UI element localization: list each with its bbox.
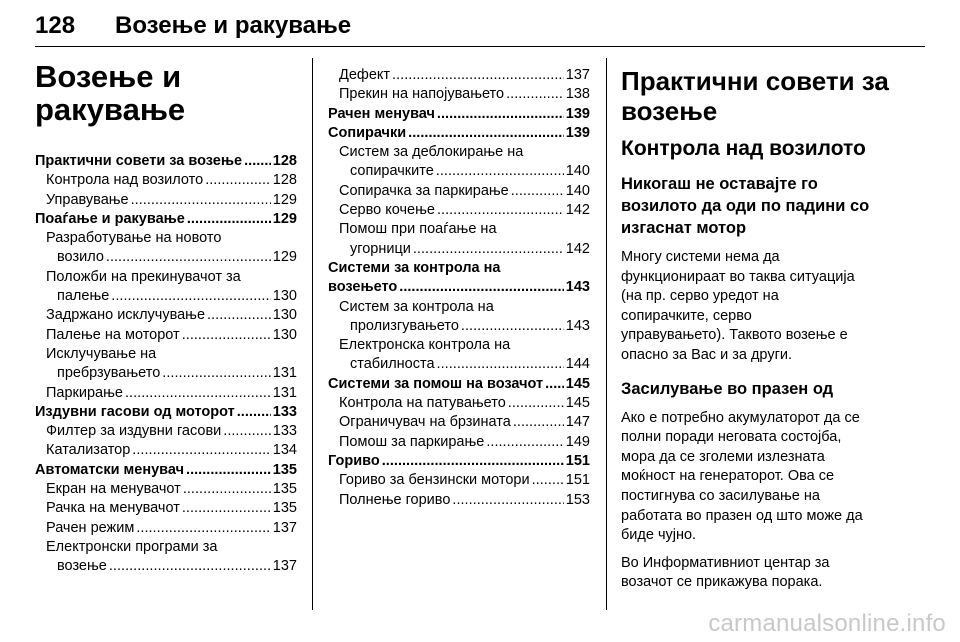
toc-entry-text: Филтер за издувни гасови: [46, 423, 222, 440]
toc-entry[interactable]: [328, 355, 590, 374]
toc-page-number: 142: [565, 202, 590, 219]
dot-leader: [131, 191, 271, 210]
toc-entry-text: угорници: [350, 240, 411, 257]
toc-entry-text: Дефект: [339, 67, 391, 83]
toc-entry[interactable]: [35, 248, 297, 267]
text-line: постигнува со засилување на: [621, 487, 820, 504]
toc-page-number: 135: [272, 461, 297, 478]
toc-entry[interactable]: [328, 452, 590, 471]
toc-entry-label: Положби на прекинувачот за: [46, 268, 241, 285]
toc-entry-label: Системи за контрола на: [328, 259, 501, 276]
dot-leader: [437, 201, 564, 220]
dot-leader: [183, 480, 271, 499]
dot-leader: [513, 413, 564, 432]
header-rule: [35, 46, 925, 47]
toc-entry-text: Управување: [46, 191, 129, 208]
column-divider-1: [312, 58, 313, 610]
toc-column-2: [328, 66, 590, 510]
text-line: (на пр. серво уредот на: [621, 288, 779, 305]
toc-entry-text: Екран на менувачот: [46, 481, 181, 498]
toc-page-number: 140: [565, 163, 590, 180]
toc-entry-text: палење: [57, 288, 110, 305]
toc-entry-label: Електронски програми за: [46, 538, 218, 555]
dot-leader: [382, 452, 564, 471]
toc-page-number: 137: [272, 558, 297, 575]
toc-entry[interactable]: [35, 422, 297, 441]
text-line: управувањето). Таквото возење е: [621, 327, 848, 344]
dot-leader: [506, 85, 564, 104]
toc-page-number: 135: [272, 481, 297, 498]
toc-entry[interactable]: [35, 499, 297, 518]
toc-entry-text: Задржано исклучување: [46, 307, 206, 324]
toc-entry[interactable]: [328, 317, 590, 336]
dot-leader: [392, 66, 564, 85]
toc-entry[interactable]: [35, 210, 297, 229]
toc-entry[interactable]: [328, 182, 590, 201]
toc-entry[interactable]: [328, 240, 590, 259]
toc-entry-text: Палење на моторот: [46, 326, 180, 343]
dot-leader: [436, 162, 564, 181]
toc-page-number: 143: [565, 279, 590, 296]
toc-page-number: 130: [272, 326, 297, 343]
toc-page-number: 131: [272, 365, 297, 382]
toc-entry-text: Рачка на менувачот: [46, 500, 180, 517]
toc-entry[interactable]: [328, 162, 590, 181]
column-divider-2: [606, 58, 607, 610]
toc-page-number: 142: [565, 240, 590, 257]
toc-entry[interactable]: [35, 461, 297, 480]
text-line: Во Информативниот центар за: [621, 554, 830, 571]
toc-page-number: 133: [272, 423, 297, 440]
toc-entry[interactable]: [328, 201, 590, 220]
dot-leader: [109, 557, 271, 576]
toc-page-number: 151: [565, 452, 590, 469]
toc-entry-text: Рачен режим: [46, 519, 135, 536]
toc-page-number: 129: [272, 249, 297, 266]
text-line: опасно за Вас и за други.: [621, 346, 792, 363]
dot-leader: [136, 519, 270, 538]
toc-entry-label: Помош при поаѓање на: [339, 221, 497, 238]
toc-entry-text: Издувни гасови од моторот: [35, 403, 235, 420]
toc-entry-text: сопирачките: [350, 163, 434, 180]
text-line: возачот се прикажува порака.: [621, 574, 823, 591]
toc-page-number: 129: [272, 191, 297, 208]
dot-leader: [111, 287, 271, 306]
text-line: полни поради неговата состојба,: [621, 429, 842, 446]
dot-leader: [461, 317, 564, 336]
running-title: Возење и ракување: [115, 12, 352, 39]
toc-entry-text: Гориво за бензински мотори: [339, 472, 530, 489]
body-title-line: возење: [621, 96, 718, 126]
dot-leader: [106, 248, 271, 267]
toc-entry-text: пребрзувањето: [57, 365, 161, 382]
dot-leader: [186, 461, 271, 480]
toc-page-number: 137: [272, 519, 297, 536]
dot-leader: [399, 278, 564, 297]
toc-page-number: 135: [272, 500, 297, 517]
toc-entry-text: Системи за помош на возачот: [328, 375, 544, 392]
toc-entry-text: Контрола над возилото: [46, 172, 204, 189]
toc-entry-text: Автоматски менувач: [35, 461, 185, 478]
toc-page-number: 128: [272, 172, 297, 189]
toc-page-number: 145: [565, 395, 590, 412]
page-header: [35, 12, 925, 46]
toc-page-number: 131: [272, 384, 297, 401]
toc-entry[interactable]: [328, 85, 590, 104]
toc-entry[interactable]: [328, 491, 590, 510]
toc-column-1: [35, 60, 297, 577]
text-line: работата во празен од што може да: [621, 507, 863, 524]
toc-page-number: 130: [272, 288, 297, 305]
dot-leader: [182, 499, 271, 518]
toc-entry-text: возењето: [328, 279, 398, 296]
toc-page-number: 147: [565, 414, 590, 431]
text-line: Ако е потребно акумулаторот да се: [621, 409, 860, 426]
toc-entry[interactable]: [328, 66, 590, 85]
watermark: carmanualsonline.info: [708, 610, 946, 637]
text-line: моќност на генераторот. Ова се: [621, 468, 835, 485]
toc-entry-label: Систем за контрола на: [339, 298, 494, 315]
toc-page-number: 151: [565, 472, 590, 489]
toc-entry[interactable]: [328, 471, 590, 490]
toc-page-number: 134: [272, 442, 297, 459]
dot-leader: [207, 306, 271, 325]
toc-entry-text: Помош за паркирање: [339, 433, 485, 450]
dot-leader: [452, 491, 563, 510]
toc-entry-text: Гориво: [328, 452, 380, 469]
body-title: [621, 66, 921, 126]
toc-page-number: 133: [272, 403, 297, 420]
dot-leader: [187, 210, 271, 229]
toc-page-number: 145: [565, 375, 590, 392]
toc-page-number: 153: [565, 491, 590, 508]
toc-list-2: [328, 66, 590, 510]
toc-entry[interactable]: [328, 413, 590, 432]
dot-leader: [132, 441, 271, 460]
dot-leader: [244, 152, 271, 171]
dot-leader: [545, 375, 564, 394]
chapter-title-line: ракување: [35, 92, 186, 127]
toc-entry[interactable]: [35, 384, 297, 403]
toc-entry-text: Поаѓање и ракување: [35, 210, 185, 227]
toc-entry-text: возење: [57, 558, 107, 575]
toc-page-number: 144: [565, 356, 590, 373]
dot-leader: [408, 124, 564, 143]
toc-page-number: 139: [565, 124, 590, 141]
toc-entry[interactable]: [328, 375, 590, 394]
toc-entry[interactable]: [35, 306, 297, 325]
toc-entry[interactable]: [328, 394, 590, 413]
toc-entry[interactable]: [328, 124, 590, 143]
toc-entry-text: Серво кочење: [339, 202, 435, 219]
toc-entry-text: Сопирачка за паркирање: [339, 182, 509, 199]
toc-entry[interactable]: [35, 557, 297, 576]
subheading-line: возилото да оди по падини со: [621, 197, 870, 215]
subheading-coasting: [621, 173, 921, 239]
toc-page-number: 143: [565, 317, 590, 334]
dot-leader: [437, 355, 564, 374]
toc-entry[interactable]: [35, 364, 297, 383]
toc-entry-text: возило: [57, 249, 104, 266]
toc-list-1: [35, 152, 297, 577]
paragraph-dic-message: [621, 554, 921, 593]
toc-entry[interactable]: [35, 519, 297, 538]
text-line: Многу системи нема да: [621, 249, 780, 265]
subheading-idle-boost: Засилување во празен од: [621, 379, 834, 398]
toc-entry[interactable]: [35, 191, 297, 210]
toc-entry-text: Контрола на патувањето: [339, 395, 506, 412]
toc-entry-label: Исклучување на: [46, 345, 157, 362]
dot-leader: [532, 471, 564, 490]
toc-entry-label: Разработување на новото: [46, 230, 222, 247]
toc-page-number: 139: [565, 105, 590, 122]
subheading-line: Никогаш не оставајте го: [621, 175, 818, 193]
dot-leader: [486, 433, 563, 452]
toc-page-number: 128: [272, 153, 297, 169]
body-column: [621, 66, 921, 601]
dot-leader: [511, 182, 564, 201]
dot-leader: [413, 240, 564, 259]
dot-leader: [223, 422, 271, 441]
toc-entry-text: Сопирачки: [328, 124, 407, 141]
toc-entry[interactable]: [35, 171, 297, 190]
dot-leader: [508, 394, 564, 413]
dot-leader: [162, 364, 271, 383]
toc-entry-text: Полнење гориво: [339, 491, 451, 508]
page-number: 128: [35, 12, 76, 39]
section-heading: Контрола над возилото: [621, 137, 866, 160]
toc-entry-text: Паркирање: [46, 384, 123, 401]
chapter-title-line: Возење и: [35, 59, 182, 94]
toc-entry[interactable]: [35, 480, 297, 499]
toc-entry[interactable]: [35, 152, 297, 171]
toc-entry[interactable]: [328, 433, 590, 452]
toc-entry[interactable]: [35, 287, 297, 306]
paragraph-coasting: [621, 248, 921, 366]
toc-entry[interactable]: [35, 326, 297, 345]
body-title-line: Практични совети за: [621, 66, 889, 96]
toc-page-number: 129: [272, 210, 297, 227]
dot-leader: [125, 384, 271, 403]
text-line: мора да се зголеми излезната: [621, 448, 825, 465]
toc-page-number: 130: [272, 307, 297, 324]
chapter-title: [35, 60, 297, 126]
text-line: функционираат во таква ситуација: [621, 268, 855, 285]
toc-entry-text: Практични совети за возење: [35, 153, 243, 169]
toc-entry-text: Рачен менувач: [328, 105, 435, 122]
toc-entry-text: Прекин на напојувањето: [339, 86, 505, 103]
dot-leader: [182, 326, 271, 345]
toc-entry[interactable]: [35, 403, 297, 422]
toc-page-number: 149: [565, 433, 590, 450]
toc-entry[interactable]: [328, 278, 590, 297]
toc-entry[interactable]: [328, 105, 590, 124]
toc-entry-text: Катализатор: [46, 442, 131, 459]
dot-leader: [205, 171, 271, 190]
toc-page-number: 138: [565, 86, 590, 103]
subheading-line: изгаснат мотор: [621, 219, 747, 237]
toc-page-number: 137: [565, 67, 590, 83]
dot-leader: [237, 403, 271, 422]
text-line: биде чујно.: [621, 527, 697, 544]
dot-leader: [437, 105, 564, 124]
toc-entry-text: пролизгувањето: [350, 317, 459, 334]
toc-entry-label: Систем за деблокирање на: [339, 144, 524, 161]
toc-entry-label: Електронска контрола на: [339, 337, 511, 354]
paragraph-idle-boost: [621, 409, 921, 546]
toc-entry-text: Ограничувач на брзината: [339, 414, 511, 431]
text-line: сопирачките, серво: [621, 307, 752, 324]
toc-entry[interactable]: [35, 441, 297, 460]
toc-page-number: 140: [565, 182, 590, 199]
toc-entry-text: стабилноста: [350, 356, 435, 373]
